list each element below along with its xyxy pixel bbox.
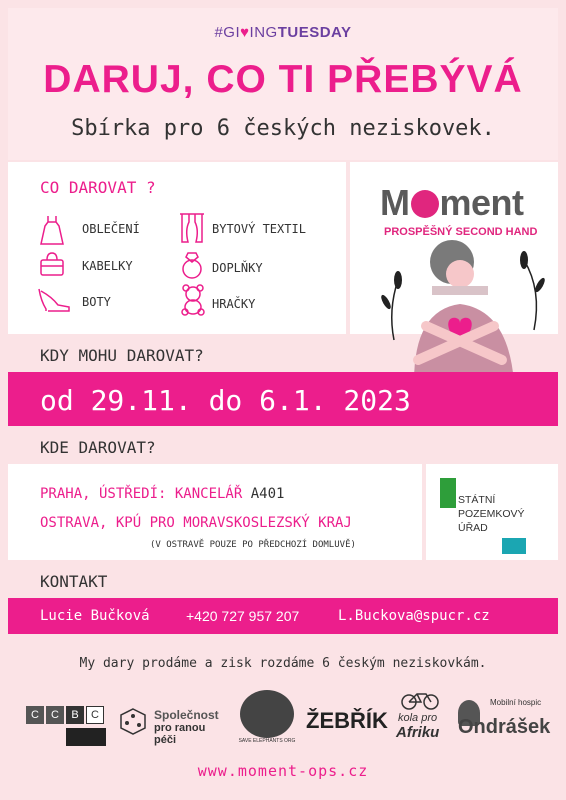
where-line-1: PRAHA, ÚSTŘEDÍ: KANCELÁŘ A401 — [40, 486, 285, 502]
item-label: BYTOVÝ TEXTIL — [212, 222, 306, 236]
contact-phone: +420 727 957 207 — [186, 608, 300, 624]
where-line-2: OSTRAVA, KPÚ PRO MORAVSKOSLEZSKÝ KRAJ — [40, 515, 352, 531]
spu-teal-block — [502, 538, 526, 554]
where-note: (V OSTRAVĚ POUZE PO PŘEDCHOZÍ DOMLUVĚ) — [150, 540, 356, 550]
where-heading: KDE DAROVAT? — [40, 438, 156, 457]
elephant-icon — [240, 690, 294, 738]
item-label: HRAČKY — [212, 297, 256, 311]
hashtag: #GI♥INGTUESDAY — [214, 24, 352, 41]
curtains-icon — [178, 212, 206, 244]
page-title: DARUJ, CO TI PŘEBÝVÁ — [43, 58, 523, 101]
moment-logo: M ment — [380, 182, 524, 223]
dice-icon — [118, 706, 148, 736]
spu-green-block — [440, 478, 456, 508]
spu-logo — [440, 478, 548, 554]
item-label: KABELKY — [82, 259, 133, 273]
bicycle-icon — [400, 690, 440, 710]
dress-icon — [38, 214, 66, 246]
when-heading: KDY MOHU DAROVAT? — [40, 346, 204, 365]
ring-icon — [178, 250, 206, 280]
contact-email[interactable]: L.Buckova@spucr.cz — [338, 608, 490, 624]
teddy-bear-icon — [178, 284, 208, 316]
heart-icon: ♥ — [240, 24, 250, 41]
high-heel-icon — [36, 285, 72, 313]
handbag-icon — [38, 250, 66, 278]
zebrik-logo: ŽEBŘÍK — [306, 708, 388, 733]
save-elephants-logo: SAVE ELEPHANTS ORG — [236, 690, 298, 750]
spu-line: ÚŘAD — [458, 522, 488, 534]
item-label: BOTY — [82, 295, 111, 309]
moment-heart-icon — [411, 190, 439, 218]
hug-illustration — [374, 240, 558, 382]
ccbc-logo: C C B C — [26, 706, 106, 746]
moment-tagline: PROSPĚŠNÝ SECOND HAND — [384, 226, 538, 238]
spu-line: STÁTNÍ — [458, 494, 496, 506]
footer-statement: My dary prodáme a zisk rozdáme 6 českým neziskovkám. — [79, 656, 487, 671]
contact-name: Lucie Bučková — [40, 608, 150, 624]
spu-line: POZEMKOVÝ — [458, 508, 525, 520]
dates: od 29.11. do 6.1. 2023 — [40, 384, 411, 417]
page-subtitle: Sbírka pro 6 českých neziskovek. — [71, 116, 495, 141]
item-label: DOPLŇKY — [212, 261, 263, 275]
spolecnost-logo: Společnost pro ranou péči — [118, 706, 230, 738]
what-heading: CO DAROVAT ? — [40, 178, 156, 197]
contact-heading: KONTAKT — [40, 572, 108, 591]
website-link[interactable]: www.moment-ops.cz — [197, 762, 369, 780]
kola-pro-afriku-logo: kola pro Afriku — [392, 690, 452, 748]
ondrasek-logo: Mobilní hospic Ondrášek — [458, 698, 551, 738]
item-label: OBLEČENÍ — [82, 222, 140, 236]
